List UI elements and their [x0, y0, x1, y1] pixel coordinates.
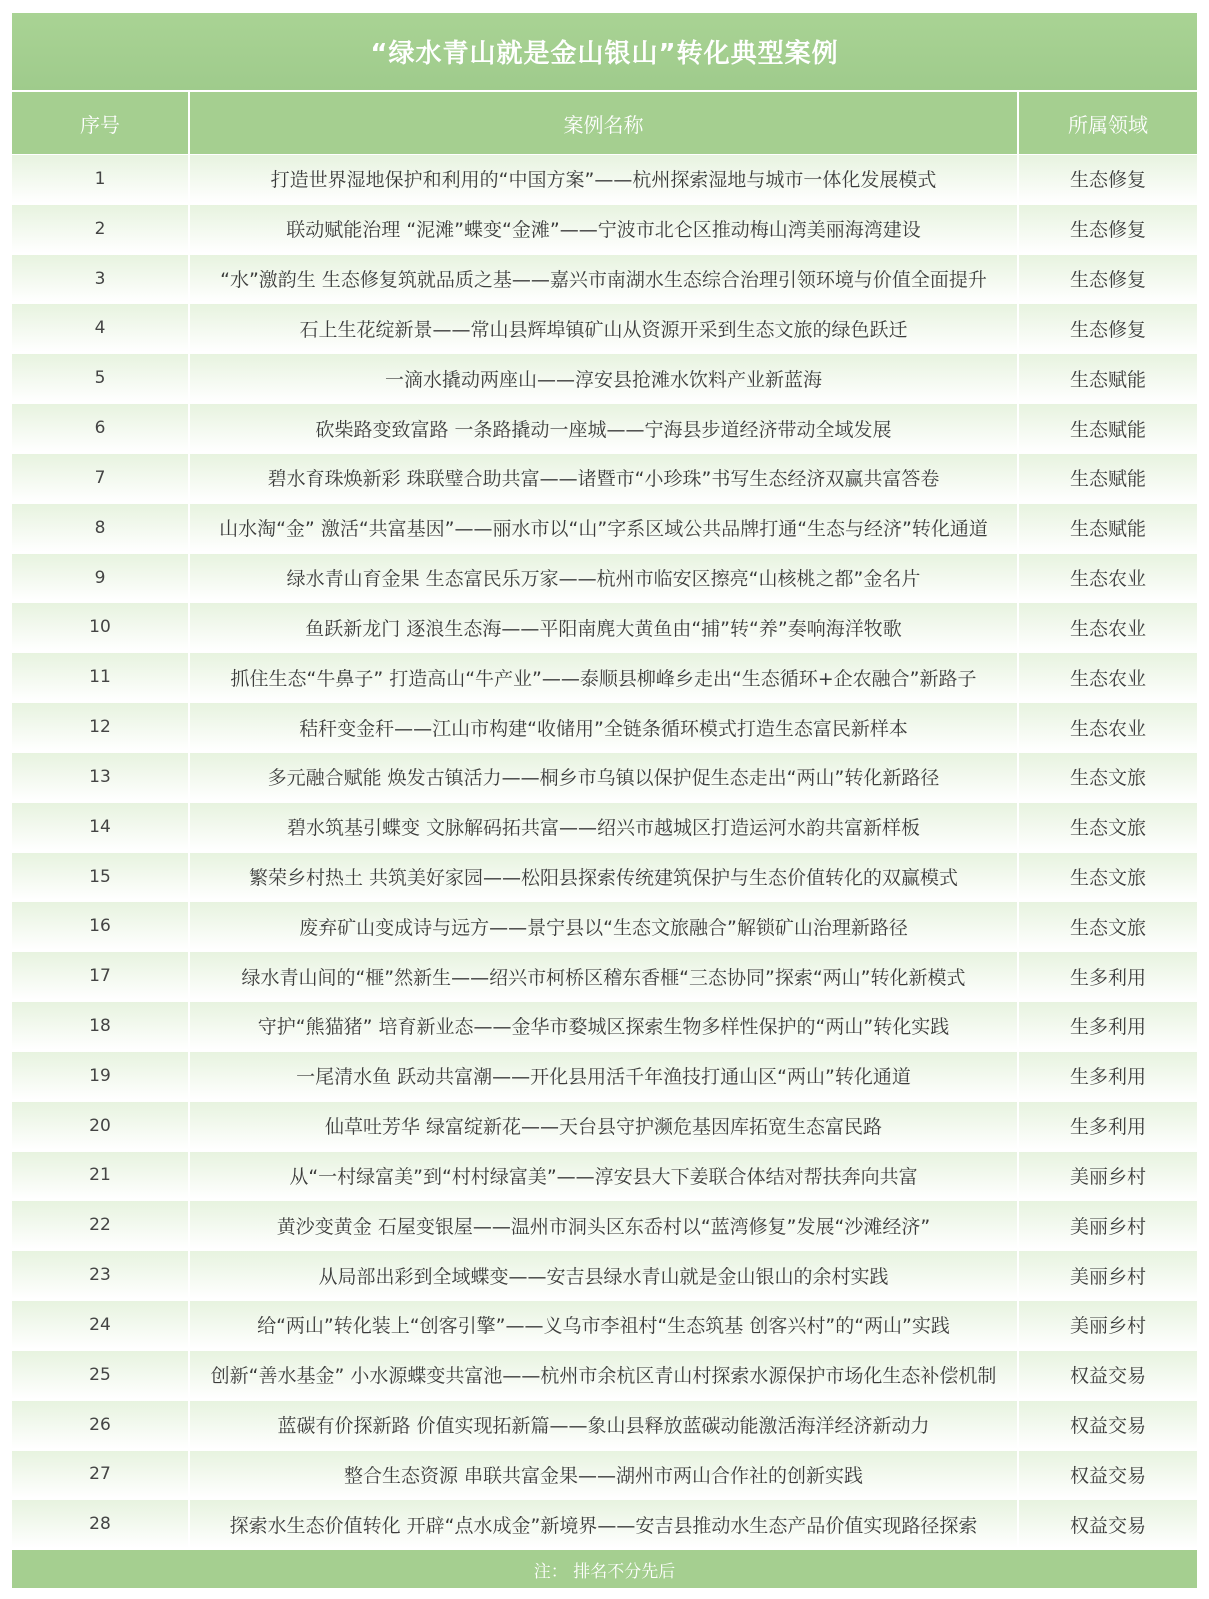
case-name: 鱼跃新龙门 逐浪生态海——平阳南麂大黄鱼由“捕”转“养”奏响海洋牧歌 — [190, 603, 1017, 651]
table-row — [12, 1201, 1197, 1249]
table-row — [12, 255, 1197, 303]
case-name: 从局部出彩到全域蝶变——安吉县绿水青山就是金山银山的余村实践 — [190, 1251, 1017, 1299]
row-number: 15 — [12, 853, 188, 901]
table-row — [12, 304, 1197, 352]
row-number: 11 — [12, 653, 188, 701]
row-number: 13 — [12, 753, 188, 801]
case-field: 生态农业 — [1019, 703, 1197, 751]
case-field: 生多利用 — [1019, 952, 1197, 1000]
case-name: 繁荣乡村热土 共筑美好家园——松阳县探索传统建筑保护与生态价值转化的双赢模式 — [190, 853, 1017, 901]
case-name: 整合生态资源 串联共富金果——湖州市两山合作社的创新实践 — [190, 1451, 1017, 1499]
case-field: 生态农业 — [1019, 554, 1197, 602]
case-field: 生多利用 — [1019, 1002, 1197, 1050]
table-body — [12, 155, 1197, 1548]
row-number: 5 — [12, 354, 188, 402]
case-name: 绿水青山间的“榧”然新生——绍兴市柯桥区稽东香榧“三态协同”探索“两山”转化新模式 — [190, 952, 1017, 1000]
table-row — [12, 554, 1197, 602]
row-number: 10 — [12, 603, 188, 651]
case-name: 多元融合赋能 焕发古镇活力——桐乡市乌镇以保护促生态走出“两山”转化新路径 — [190, 753, 1017, 801]
row-number: 28 — [12, 1500, 188, 1548]
row-number: 20 — [12, 1102, 188, 1150]
case-name: 一滴水撬动两座山——淳安县抢滩水饮料产业新蓝海 — [190, 354, 1017, 402]
table-row — [12, 354, 1197, 402]
table-row — [12, 1251, 1197, 1299]
case-field: 美丽乡村 — [1019, 1251, 1197, 1299]
row-number: 23 — [12, 1251, 188, 1299]
table-row — [12, 753, 1197, 801]
table-row — [12, 1500, 1197, 1548]
table-footnote: 注： 排名不分先后 — [12, 1550, 1197, 1588]
case-name: 抓住生态“牛鼻子” 打造高山“牛产业”——泰顺县柳峰乡走出“生态循环+企农融合”新路子 — [190, 653, 1017, 701]
case-name: 山水淘“金” 激活“共富基因”——丽水市以“山”字系区域公共品牌打通“生态与经济”转化通道 — [190, 504, 1017, 552]
row-number: 12 — [12, 703, 188, 751]
case-field: 生态赋能 — [1019, 504, 1197, 552]
row-number: 7 — [12, 454, 188, 502]
table-title: “绿水青山就是金山银山”转化典型案例 — [12, 13, 1197, 90]
table-row — [12, 952, 1197, 1000]
case-name: 给“两山”转化装上“创客引擎”——义乌市李祖村“生态筑基 创客兴村”的“两山”实践 — [190, 1301, 1017, 1349]
table-row — [12, 703, 1197, 751]
case-field: 生态赋能 — [1019, 354, 1197, 402]
row-number: 19 — [12, 1052, 188, 1100]
case-field: 权益交易 — [1019, 1401, 1197, 1449]
case-name: 碧水育珠焕新彩 珠联璧合助共富——诸暨市“小珍珠”书写生态经济双赢共富答卷 — [190, 454, 1017, 502]
case-field: 生态修复 — [1019, 304, 1197, 352]
table-row — [12, 1301, 1197, 1349]
case-name: 秸秆变金秆——江山市构建“收储用”全链条循环模式打造生态富民新样本 — [190, 703, 1017, 751]
row-number: 26 — [12, 1401, 188, 1449]
row-number: 6 — [12, 404, 188, 452]
case-name: 联动赋能治理 “泥滩”蝶变“金滩”——宁波市北仑区推动梅山湾美丽海湾建设 — [190, 205, 1017, 253]
table-row — [12, 1152, 1197, 1200]
row-number: 16 — [12, 902, 188, 950]
case-name: 绿水青山育金果 生态富民乐万家——杭州市临安区擦亮“山核桃之都”金名片 — [190, 554, 1017, 602]
table-row — [12, 205, 1197, 253]
case-field: 权益交易 — [1019, 1451, 1197, 1499]
header-field: 所属领域 — [1019, 92, 1197, 154]
row-number: 24 — [12, 1301, 188, 1349]
case-table — [12, 13, 1197, 1588]
case-name: 创新“善水基金” 小水源蝶变共富池——杭州市余杭区青山村探索水源保护市场化生态补偿机制 — [190, 1351, 1017, 1399]
case-field: 美丽乡村 — [1019, 1152, 1197, 1200]
row-number: 17 — [12, 952, 188, 1000]
table-row — [12, 1351, 1197, 1399]
case-field: 生态文旅 — [1019, 753, 1197, 801]
case-name: 探索水生态价值转化 开辟“点水成金”新境界——安吉县推动水生态产品价值实现路径探索 — [190, 1500, 1017, 1548]
table-row — [12, 1401, 1197, 1449]
table-row — [12, 504, 1197, 552]
table-row — [12, 853, 1197, 901]
table-row — [12, 1451, 1197, 1499]
case-field: 生态修复 — [1019, 255, 1197, 303]
row-number: 27 — [12, 1451, 188, 1499]
table-row — [12, 1052, 1197, 1100]
case-field: 生多利用 — [1019, 1052, 1197, 1100]
case-name: 从“一村绿富美”到“村村绿富美”——淳安县大下姜联合体结对帮扶奔向共富 — [190, 1152, 1017, 1200]
table-header-row — [12, 92, 1197, 154]
case-name: 废弃矿山变成诗与远方——景宁县以“生态文旅融合”解锁矿山治理新路径 — [190, 902, 1017, 950]
case-field: 生态修复 — [1019, 205, 1197, 253]
header-name: 案例名称 — [190, 92, 1017, 154]
table-row — [12, 653, 1197, 701]
table-row — [12, 1002, 1197, 1050]
row-number: 9 — [12, 554, 188, 602]
case-field: 生态赋能 — [1019, 454, 1197, 502]
row-number: 18 — [12, 1002, 188, 1050]
table-row — [12, 803, 1197, 851]
table-row — [12, 404, 1197, 452]
case-name: 碧水筑基引蝶变 文脉解码拓共富——绍兴市越城区打造运河水韵共富新样板 — [190, 803, 1017, 851]
row-number: 2 — [12, 205, 188, 253]
case-field: 生态文旅 — [1019, 803, 1197, 851]
case-field: 生多利用 — [1019, 1102, 1197, 1150]
case-field: 美丽乡村 — [1019, 1301, 1197, 1349]
case-name: 石上生花绽新景——常山县辉埠镇矿山从资源开采到生态文旅的绿色跃迁 — [190, 304, 1017, 352]
row-number: 21 — [12, 1152, 188, 1200]
table-row — [12, 1102, 1197, 1150]
table-row — [12, 454, 1197, 502]
case-field: 生态文旅 — [1019, 853, 1197, 901]
row-number: 25 — [12, 1351, 188, 1399]
row-number: 1 — [12, 155, 188, 203]
row-number: 4 — [12, 304, 188, 352]
case-name: 蓝碳有价探新路 价值实现拓新篇——象山县释放蓝碳动能激活海洋经济新动力 — [190, 1401, 1017, 1449]
case-field: 生态文旅 — [1019, 902, 1197, 950]
case-name: 守护“熊猫猪” 培育新业态——金华市婺城区探索生物多样性保护的“两山”转化实践 — [190, 1002, 1017, 1050]
case-field: 生态修复 — [1019, 155, 1197, 203]
case-field: 美丽乡村 — [1019, 1201, 1197, 1249]
case-field: 生态赋能 — [1019, 404, 1197, 452]
case-field: 生态农业 — [1019, 653, 1197, 701]
case-name: 黄沙变黄金 石屋变银屋——温州市洞头区东岙村以“蓝湾修复”发展“沙滩经济” — [190, 1201, 1017, 1249]
header-no: 序号 — [12, 92, 188, 154]
case-field: 权益交易 — [1019, 1500, 1197, 1548]
row-number: 14 — [12, 803, 188, 851]
table-row — [12, 155, 1197, 203]
table-row — [12, 902, 1197, 950]
case-field: 权益交易 — [1019, 1351, 1197, 1399]
case-field: 生态农业 — [1019, 603, 1197, 651]
case-name: “水”激韵生 生态修复筑就品质之基——嘉兴市南湖水生态综合治理引领环境与价值全面提升 — [190, 255, 1017, 303]
table-row — [12, 603, 1197, 651]
case-name: 砍柴路变致富路 一条路撬动一座城——宁海县步道经济带动全域发展 — [190, 404, 1017, 452]
case-name: 一尾清水鱼 跃动共富潮——开化县用活千年渔技打通山区“两山”转化通道 — [190, 1052, 1017, 1100]
case-name: 仙草吐芳华 绿富绽新花——天台县守护濒危基因库拓宽生态富民路 — [190, 1102, 1017, 1150]
case-name: 打造世界湿地保护和利用的“中国方案”——杭州探索湿地与城市一体化发展模式 — [190, 155, 1017, 203]
row-number: 8 — [12, 504, 188, 552]
row-number: 3 — [12, 255, 188, 303]
row-number: 22 — [12, 1201, 188, 1249]
